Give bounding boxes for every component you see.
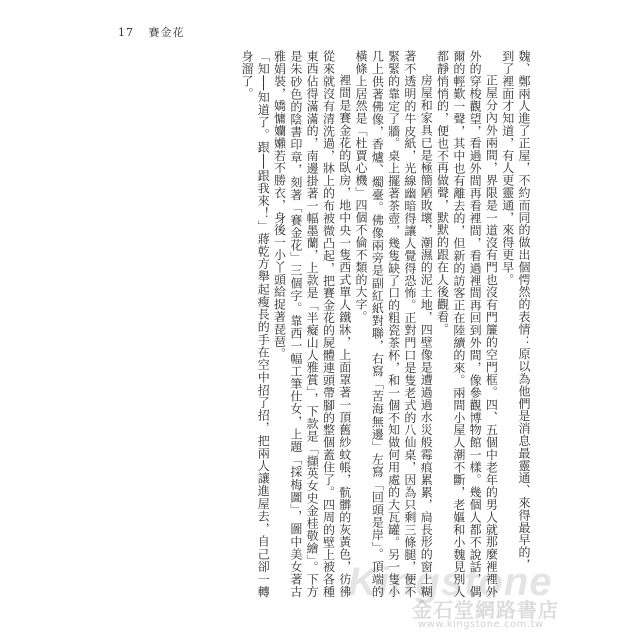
book-title: 賽金花 — [148, 26, 185, 39]
running-header — [118, 26, 185, 40]
paragraph: 房屋和家具已是極簡陋敗壞，潮濕的泥土地，四壁像是遭過過水災般霉痕累累，扃長形的窗上糊著不透明的牛皮紙，光線幽暗得讓人覺得恐怖。正對門口是隻老式的八仙桌，因為只剩三條腿，便不緊緊的靠定了牆。桌上擺著茶壺，幾隻缺了口的粗瓷茶杯，和一個不知做何用處的大瓦罐。另一隻小几上供著佛像，香爐、燭臺。佛像兩旁是副紅紙對聯，右寫「苦海無邊」左寫「回頭是岸」。頂端的橫條上居然是「杜賈心機」四個不倫不類的大字。 — [354, 50, 434, 598]
watermark-brand: 金石堂網路書店 — [412, 598, 559, 622]
paragraph: 裡間是賽金花的臥房，地中央一隻西式單人鐵牀，上面罩著一頂舊紗蚊帳，骯髒的灰黃色，彷彿從來就沒有清洗過，牀上的布被微凸起，把賽金花的屍體連頭帶腳的整個蓋住了。四周的壁上被各種東西佔得滿滿的，南邊掛著一幅墨蘭，上款是「半癡山人雅賞」，下款是「擷英女史金桂敬繪」。下方是朱砂色的陰書印章，刻著「賽金花」三個字。靠西一幅工筆仕女，上題「採梅圖」，圖中美女著古雅娟裝，嬌慵孏嬾若不勝衣，身後一小丫頭給捉著琵琶。 — [272, 50, 352, 598]
body-text — [112, 50, 532, 598]
page-number: 17 — [118, 26, 134, 39]
paragraph: 魏、鄭兩人進了正屋，不約而同的做出個愕然的表情：原以為他們是消息最靈通、來得最早的， — [517, 50, 531, 571]
watermark-logo: Kingstone — [348, 560, 553, 604]
paragraph: 正屋分內外兩間，界限是一道沒有門也沒有門簾的空門框。四、五個中老年的男人就那麼裡裡外外的穿梭觀望，看過外間再看裡間，看過裡間再回到外間，像參觀博物館一樣。幾個人都不說話，偶爾的輕歎一聲，其中也有離去的，但新的訪客正在陸續的來。兩間小屋人潮不斷，老嫗和小魏見別人都靜悄悄的，便也不再做聲，默默的跟在人後觀看。 — [435, 50, 499, 598]
paragraph: 「知──知道了。跟──跟我來！」蔣乾方舉起瘦長的手在空中招了招，把兩人讓進屋去，自己卻一轉身溜了。 — [239, 50, 271, 598]
paragraph: 到了裡面才知道，有人更靈通，來得更早。 — [500, 50, 515, 286]
watermark-url: www.kingstone.com.tw — [418, 619, 544, 630]
